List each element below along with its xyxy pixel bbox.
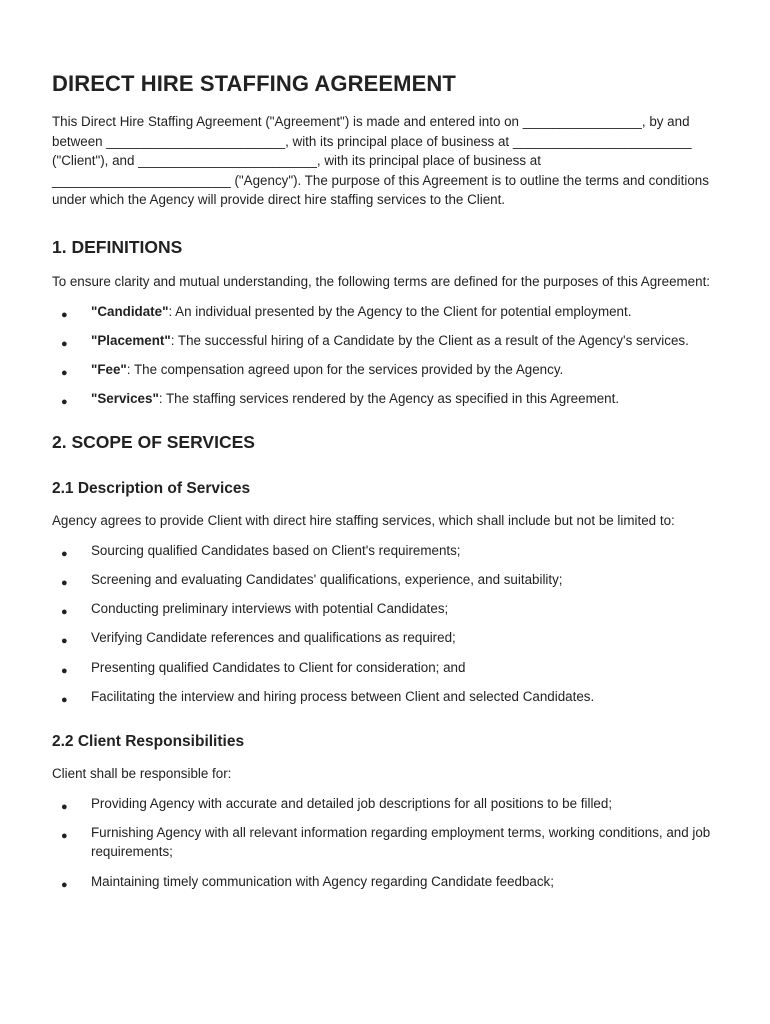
definition-item xyxy=(52,389,722,409)
subsection-client-heading: 2.2 Client Responsibilities xyxy=(52,733,245,751)
definition-text: : The compensation agreed upon for the services provided by the Agency. xyxy=(126,361,564,377)
definition-term: "Fee" xyxy=(91,361,127,377)
definition-text: : The staffing services rendered by the Agency as specified in this Agreement. xyxy=(158,391,620,407)
list-item: ● Conducting preliminary interviews with potential Candidates; xyxy=(52,599,722,619)
definition-item xyxy=(52,331,722,351)
list-item: ● Verifying Candidate references and qualifications as required; xyxy=(52,628,722,648)
definition-text: : The successful hiring of a Candidate by the Client as a result of the Agency's services. xyxy=(170,332,689,348)
bullet-icon: ● xyxy=(61,308,68,321)
definition-term: "Services" xyxy=(91,391,159,407)
list-item: ● Facilitating the interview and hiring process between Client and selected Candidates. xyxy=(52,687,722,707)
definitions-list xyxy=(52,302,722,409)
intro-paragraph: This Direct Hire Staffing Agreement ("Agreement") is made and entered into on ________________, by and between ________________________, with its principal place of business at ________________________ ("Client"), and ________________________, with its principal place of business at ________________________ ("Agency"). The purpose of this Agreement is to outline the terms and conditions under which the Agency will provide direct hire staffing services to the Client. xyxy=(52,114,709,208)
definitions-lead: To ensure clarity and mutual understanding, the following terms are defined for the purposes of this Agreement: xyxy=(52,273,711,289)
definition-item xyxy=(52,302,722,322)
section-scope-heading: 2. SCOPE OF SERVICES xyxy=(52,432,255,453)
bullet-icon: ● xyxy=(61,800,68,813)
bullet-icon: ● xyxy=(61,606,68,619)
client-responsibilities-list xyxy=(52,794,722,892)
subsection-description-heading: 2.1 Description of Services xyxy=(52,480,251,498)
list-item: ● Maintaining timely communication with Agency regarding Candidate feedback; xyxy=(52,872,722,892)
list-item: ● Presenting qualified Candidates to Client for consideration; and xyxy=(52,658,722,678)
definition-term: "Placement" xyxy=(91,332,171,348)
document-page xyxy=(52,70,722,901)
definition-text: : An individual presented by the Agency to the Client for potential employment. xyxy=(168,303,632,319)
bullet-icon: ● xyxy=(61,366,68,379)
list-item: ● Sourcing qualified Candidates based on Client's requirements; xyxy=(52,541,722,561)
list-item: ● Screening and evaluating Candidates' qualifications, experience, and suitability; xyxy=(52,570,722,590)
list-item: ● Providing Agency with accurate and detailed job descriptions for all positions to be filled; xyxy=(52,794,722,814)
document-title: DIRECT HIRE STAFFING AGREEMENT xyxy=(52,71,456,96)
client-lead: Client shall be responsible for: xyxy=(52,766,232,782)
definition-term: "Candidate" xyxy=(91,303,169,319)
section-definitions-heading: 1. DEFINITIONS xyxy=(52,236,183,257)
description-lead: Agency agrees to provide Client with direct hire staffing services, which shall include but not be limited to: xyxy=(52,513,675,529)
bullet-icon: ● xyxy=(61,547,68,560)
bullet-icon: ● xyxy=(61,337,68,350)
bullet-icon: ● xyxy=(61,577,68,590)
bullet-icon: ● xyxy=(61,829,68,842)
services-list xyxy=(52,541,722,707)
bullet-icon: ● xyxy=(61,693,68,706)
bullet-icon: ● xyxy=(61,635,68,648)
bullet-icon: ● xyxy=(61,878,68,891)
list-item: ● Furnishing Agency with all relevant information regarding employment terms, working conditions, and job requirements; xyxy=(61,824,711,860)
bullet-icon: ● xyxy=(61,396,68,409)
bullet-icon: ● xyxy=(61,664,68,677)
definition-item xyxy=(52,360,722,380)
